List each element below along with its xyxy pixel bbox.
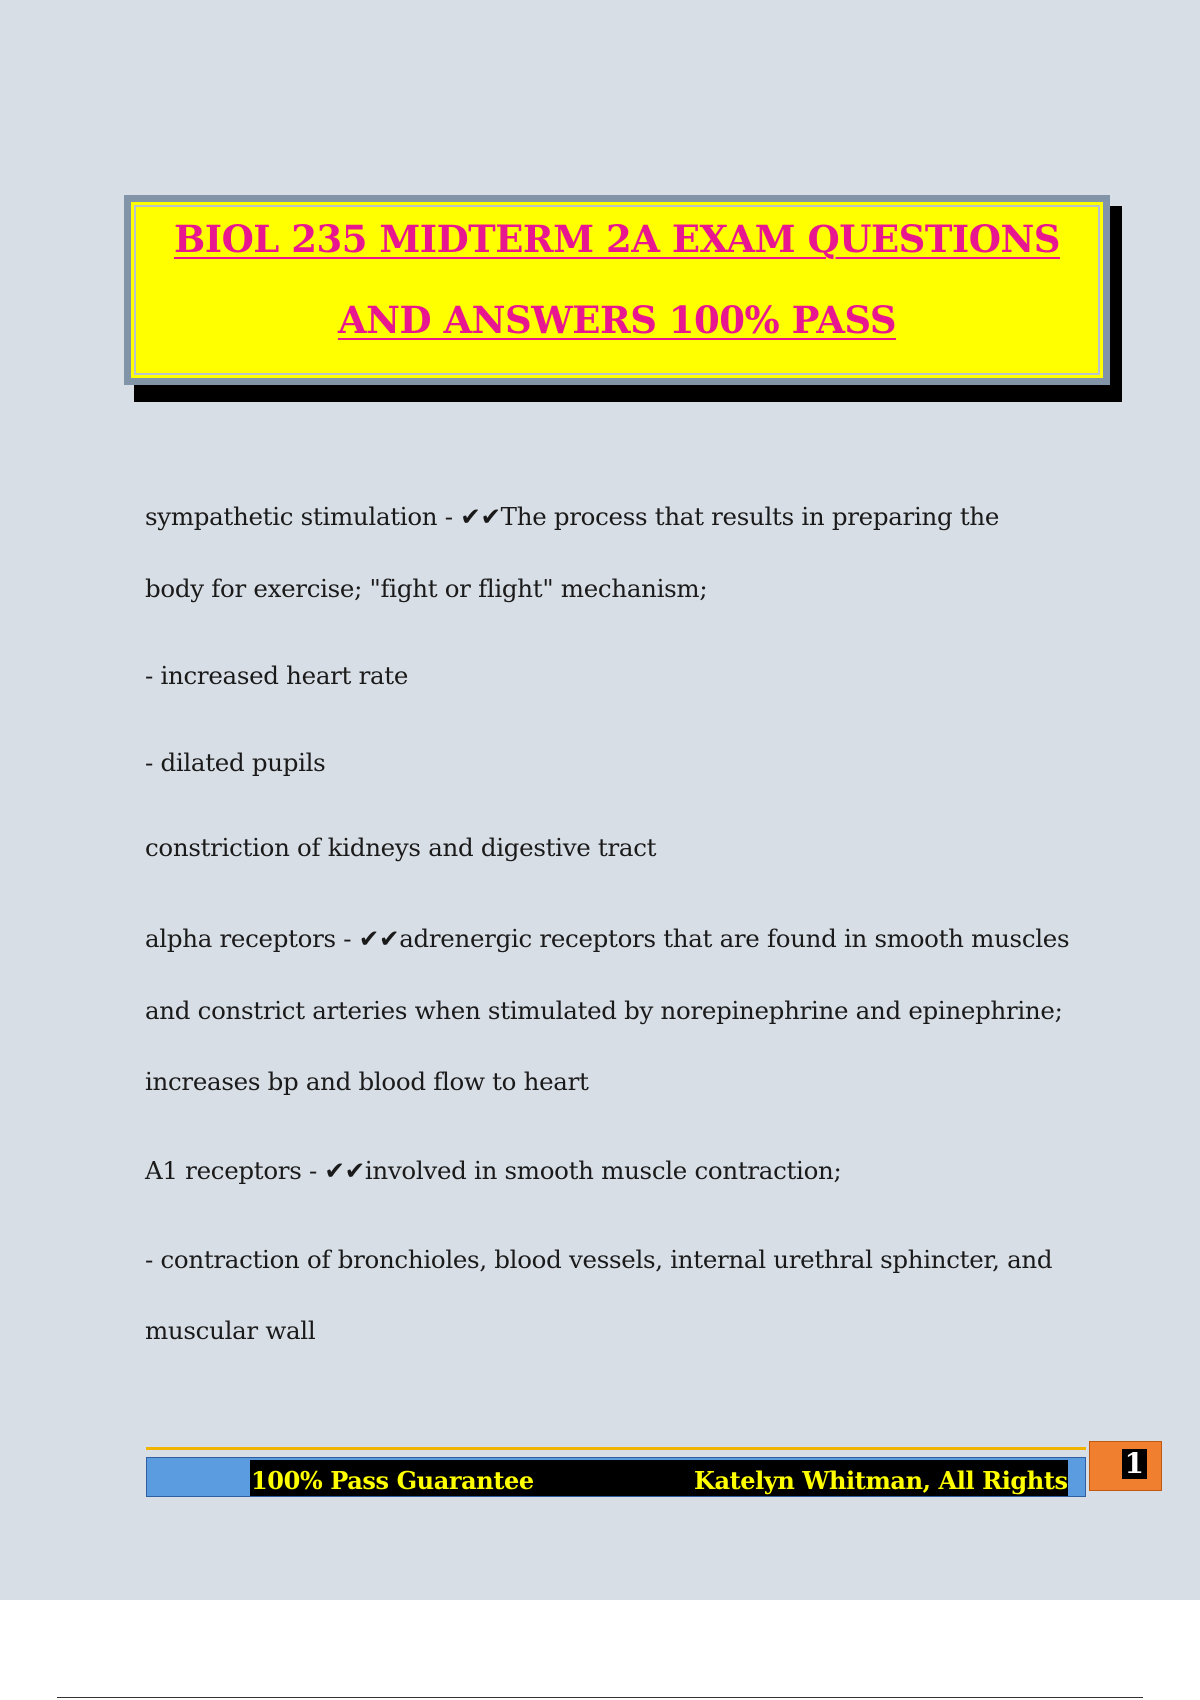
document-title-line-1: BIOL 235 MIDTERM 2A EXAM QUESTIONS — [174, 217, 1060, 261]
body-line: - increased heart rate — [145, 661, 409, 690]
body-line: sympathetic stimulation - ✔✔The process that results in preparing the — [145, 502, 1000, 531]
body-line: body for exercise; "fight or flight" mechanism; — [145, 574, 708, 603]
body-line: - dilated pupils — [145, 748, 326, 777]
footer-rule — [146, 1447, 1086, 1450]
body-line: A1 receptors - ✔✔involved in smooth muscle contraction; — [145, 1156, 842, 1185]
body-line: alpha receptors - ✔✔adrenergic receptors that are found in smooth muscles — [145, 924, 1070, 953]
page-number: 1 — [1122, 1449, 1147, 1479]
bottom-rule — [57, 1697, 1143, 1698]
body-line: - contraction of bronchioles, blood vessels, internal urethral sphincter, and — [145, 1245, 1053, 1274]
body-line: and constrict arteries when stimulated by norepinephrine and epinephrine; — [145, 996, 1063, 1025]
document-title-line-2: AND ANSWERS 100% PASS — [337, 298, 897, 342]
page-number-box — [1089, 1441, 1162, 1491]
footer-left-text: 100% Pass Guarantee — [251, 1466, 534, 1495]
title-box — [124, 195, 1110, 385]
footer-right-text: Katelyn Whitman, All Rights — [694, 1466, 1068, 1495]
body-line: constriction of kidneys and digestive tract — [145, 833, 657, 862]
body-line: muscular wall — [145, 1316, 316, 1345]
body-line: increases bp and blood flow to heart — [145, 1067, 589, 1096]
